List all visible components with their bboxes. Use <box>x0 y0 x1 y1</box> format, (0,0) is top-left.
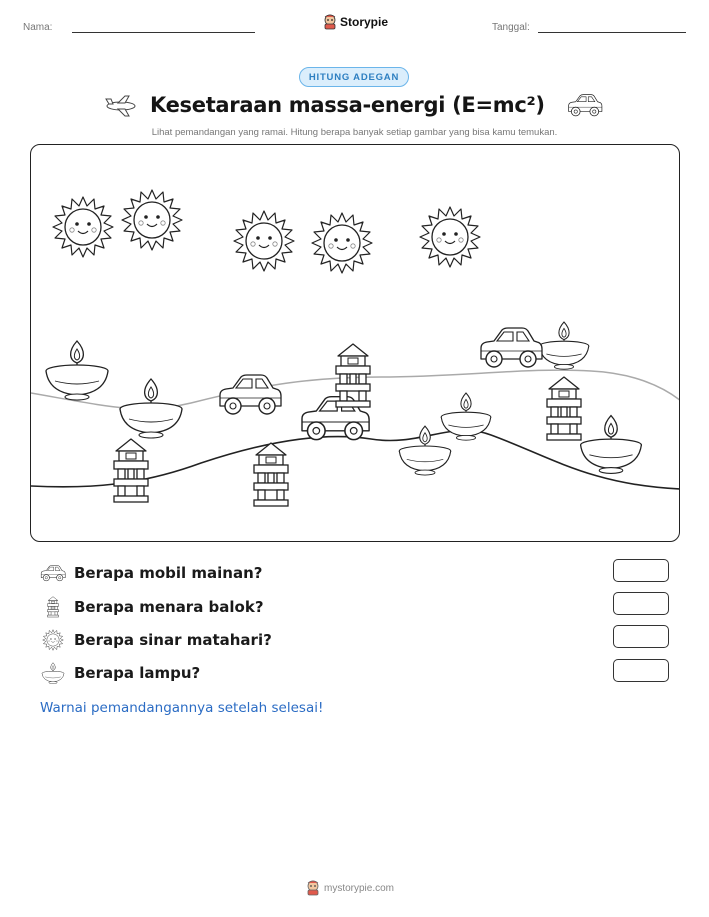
counting-scene <box>30 144 680 542</box>
sun-icon <box>420 207 480 267</box>
sun-icon <box>234 211 294 271</box>
toy-car-icon <box>481 328 542 367</box>
question-text: Berapa menara balok? <box>74 598 264 616</box>
date-label: Tanggal: <box>492 22 530 33</box>
block-tower-icon <box>336 344 370 407</box>
sun-icon <box>53 197 113 257</box>
brand-name: Storypie <box>340 15 389 29</box>
page-title: Kesetaraan massa-energi (E=mc²) <box>150 93 545 117</box>
diya-lamp-icon <box>581 416 642 474</box>
diya-lamp-icon <box>46 341 108 400</box>
footer-url[interactable]: mystorypie.com <box>324 882 395 894</box>
date-line[interactable] <box>538 32 686 33</box>
footer <box>306 880 394 896</box>
answer-box-suns[interactable] <box>613 625 669 648</box>
question-text: Berapa sinar matahari? <box>74 631 272 649</box>
answer-box-lamps[interactable] <box>613 659 669 682</box>
instructions: Lihat pemandangan yang ramai. Hitung berapa banyak setiap gambar yang bisa kamu temukan. <box>151 127 558 138</box>
question-towers <box>40 596 264 618</box>
question-suns <box>40 629 272 651</box>
name-line[interactable] <box>72 32 255 33</box>
question-text: Berapa mobil mainan? <box>74 564 263 582</box>
diya-lamp-icon <box>40 662 66 684</box>
sun-icon <box>122 190 182 250</box>
question-text: Berapa lampu? <box>74 664 201 682</box>
title-car-icon <box>567 93 603 117</box>
answer-box-towers[interactable] <box>613 592 669 615</box>
diya-lamp-icon <box>120 379 182 438</box>
sun-icon <box>312 213 372 273</box>
block-tower-icon <box>40 596 66 618</box>
block-tower-icon <box>254 443 288 506</box>
block-tower-icon <box>114 439 148 502</box>
answer-box-cars[interactable] <box>613 559 669 582</box>
scene-illustration <box>31 145 680 542</box>
storypie-mascot-icon <box>306 880 320 896</box>
question-lamps <box>40 662 200 684</box>
finish-instruction: Warnai pemandangannya setelah selesai! <box>40 700 324 716</box>
sun-icon <box>40 629 66 651</box>
question-cars <box>40 563 262 583</box>
plane-icon <box>104 95 138 117</box>
block-tower-icon <box>547 377 581 440</box>
storypie-mascot-icon <box>323 14 337 30</box>
activity-badge: HITUNG ADEGAN <box>299 67 409 87</box>
brand-logo <box>323 14 388 30</box>
toy-car-icon <box>40 563 66 583</box>
toy-car-icon <box>220 375 281 414</box>
name-label: Nama: <box>23 22 53 33</box>
diya-lamp-icon <box>539 322 589 369</box>
